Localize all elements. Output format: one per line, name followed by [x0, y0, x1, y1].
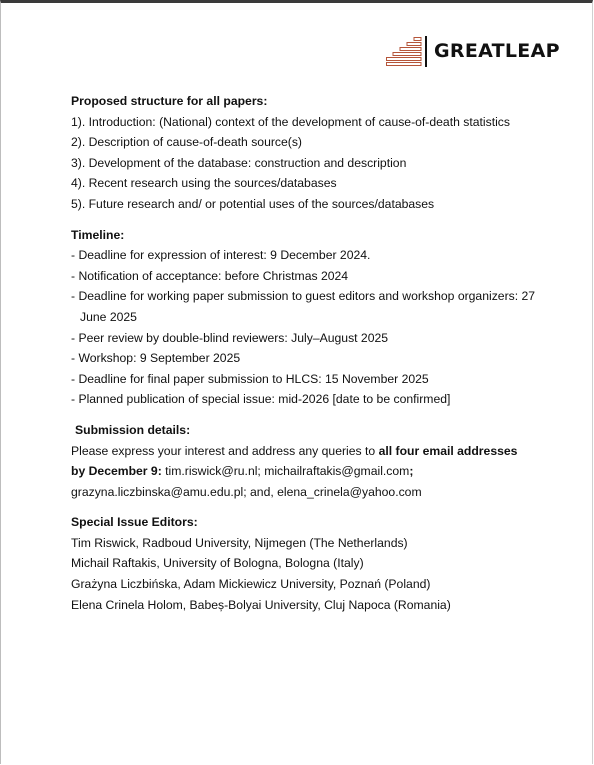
greatleap-logo — [386, 36, 576, 68]
editor-item: Elena Crinela Holom, Babeș-Bolyai University, Cluj Napoca (Romania) — [71, 597, 451, 612]
structure-heading: Proposed structure for all papers: — [71, 94, 268, 108]
editors-heading: Special Issue Editors: — [71, 515, 198, 530]
timeline-heading: Timeline: — [71, 227, 125, 242]
timeline-item: - Deadline for working paper submission to guest editors and workshop organizers: 27 — [71, 289, 536, 304]
email-addresses: grazyna.liczbinska@amu.edu.pl; and, elena_crinela@yahoo.com — [71, 484, 422, 499]
timeline-item-continuation: June 2025 — [80, 309, 137, 324]
timeline-item: - Planned publication of special issue: mid-2026 [date to be confirmed] — [71, 392, 451, 407]
submission-line-2 — [71, 461, 571, 482]
editor-item: Michail Raftakis, University of Bologna, Bologna (Italy) — [71, 556, 364, 571]
timeline-item: - Peer review by double-blind reviewers: July–August 2025 — [71, 330, 389, 345]
email-addresses: tim.riswick@ru.nl; michailraftakis@gmail.com — [165, 464, 410, 479]
logo-wordmark: GREATLEAP — [434, 40, 560, 62]
structure-item: 1). Introduction: (National) context of the development of cause-of-death statistics — [71, 114, 510, 129]
submission-emphasis: all four email addresses — [378, 443, 518, 458]
submission-deadline: by December 9: — [71, 464, 166, 479]
document-body — [71, 91, 571, 615]
submission-text: Please express your interest and address any queries to — [71, 443, 379, 458]
structure-item: 2). Description of cause-of-death source(s) — [71, 135, 302, 150]
stairs-logo-icon — [386, 36, 430, 68]
timeline-item: - Notification of acceptance: before Christmas 2024 — [71, 268, 349, 283]
structure-item: 4). Recent research using the sources/databases — [71, 176, 337, 191]
timeline-item: - Workshop: 9 September 2025 — [71, 351, 241, 366]
submission-separator: ; — [409, 464, 414, 479]
editor-item: Tim Riswick, Radboud University, Nijmegen (The Netherlands) — [71, 535, 408, 550]
submission-heading: Submission details: — [75, 422, 191, 437]
structure-item: 3). Development of the database: construction and description — [71, 155, 407, 170]
structure-item: 5). Future research and/ or potential uses of the sources/databases — [71, 196, 435, 211]
timeline-item: - Deadline for final paper submission to HLCS: 15 November 2025 — [71, 371, 429, 386]
editor-item: Grażyna Liczbińska, Adam Mickiewicz University, Poznań (Poland) — [71, 577, 431, 592]
timeline-item: - Deadline for expression of interest: 9 December 2024. — [71, 248, 371, 263]
submission-line-1 — [71, 441, 571, 462]
